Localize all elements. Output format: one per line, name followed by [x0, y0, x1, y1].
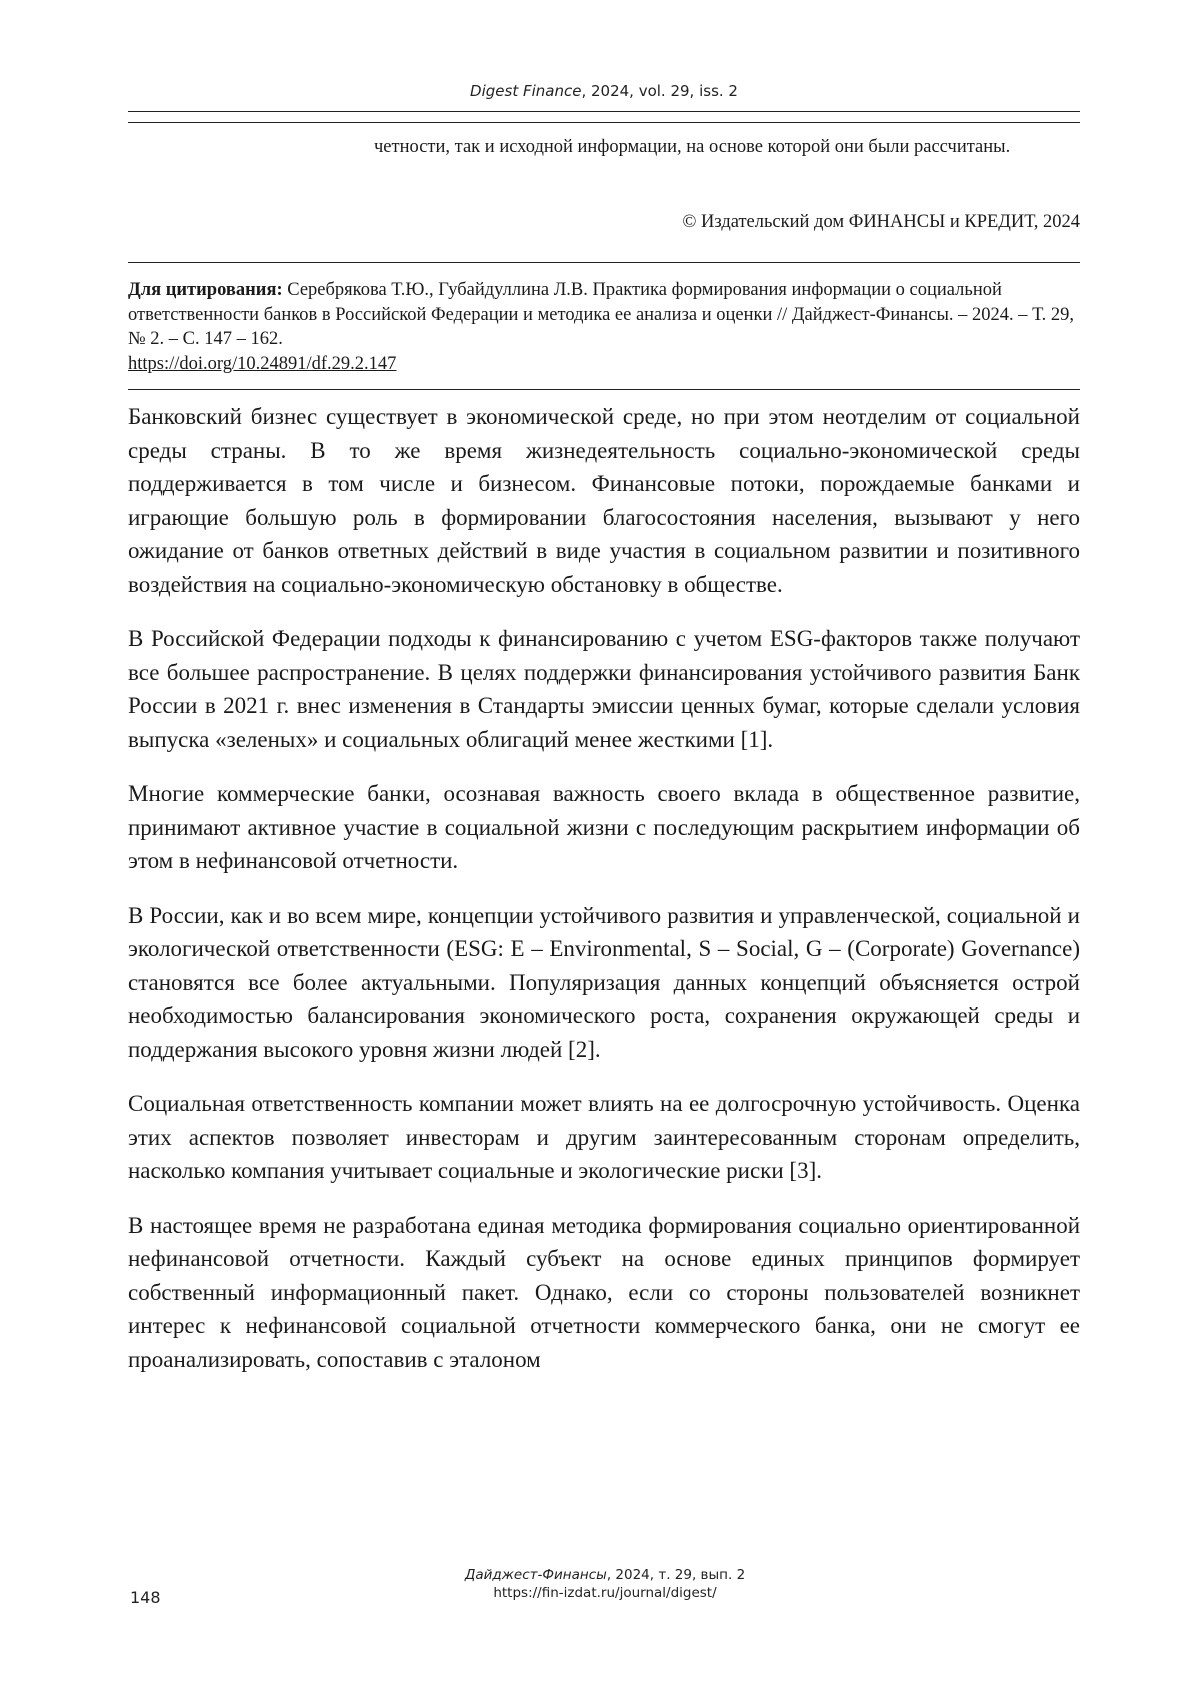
body-paragraph: Социальная ответственность компании может влиять на ее долгосрочную устойчивость. Оценка этих аспектов позволяет инвесторам и другим заинтересованным сторонам определить, насколько компания учитывает социальные и экологические риски [3].: [128, 1091, 1080, 1183]
citation-rule-top: [128, 262, 1080, 263]
abstract-continuation: четности, так и исходной информации, на основе которой они были рассчитаны.: [374, 137, 1011, 157]
copyright-line: © Издательский дом ФИНАНСЫ и КРЕДИТ, 2024: [682, 212, 1080, 232]
header-journal-title: Digest Finance: [470, 82, 582, 100]
running-header: [128, 82, 1080, 100]
page-number: 148: [130, 1588, 161, 1607]
footer-url[interactable]: https://fin-izdat.ru/journal/digest/: [493, 1585, 717, 1601]
doi-link[interactable]: https://doi.org/10.24891/df.29.2.147: [128, 353, 397, 374]
citation-rule-bottom: [128, 389, 1080, 390]
citation-text: Серебрякова Т.Ю., Губайдуллина Л.В. Практика формирования информации о социальной ответственности банков в Российской Федерации и методика ее анализа и оценки // Дайджест-Финансы. – 2024. – Т. 29, № 2. – С. 147 – 162.: [128, 280, 1074, 349]
body-paragraph: Банковский бизнес существует в экономической среде, но при этом неотделим от социальной среды страны. В то же время жизнедеятельность социально-экономической среды поддерживается в том числе и бизнесом. Финансовые потоки, порождаемые банками и играющие большую роль в формировании благосостояния населения, вызывают у него ожидание от банков ответных действий в виде участия в социальном развитии и позитивного воздействия на социально-экономическую обстановку в обществе.: [128, 404, 1080, 597]
footer-journal-details: , 2024, т. 29, вып. 2: [606, 1567, 746, 1583]
header-rule-bottom: [128, 122, 1080, 123]
footer-journal-title: Дайджест-Финансы: [464, 1567, 607, 1583]
body-paragraph: В Российской Федерации подходы к финансированию с учетом ESG-факторов также получают все большее распространение. В целях поддержки финансирования устойчивого развития Банк России в 2021 г. внес изменения в Стандарты эмиссии ценных бумаг, которые сделали условия выпуска «зеленых» и социальных облигаций менее жесткими [1].: [128, 626, 1080, 752]
body-paragraph: В России, как и во всем мире, концепции устойчивого развития и управленческой, социальной и экологической ответственности (ESG: E – Environmental, S – Social, G – (Corporate) Governance) становятся все более актуальными. Популяризация данных концепций объясняется острой необходимостью балансирования экономического роста, сохранения окружающей среды и поддержания высокого уровня жизни людей [2].: [128, 902, 1080, 1062]
body-paragraph: В настоящее время не разработана единая методика формирования социально ориентированной нефинансовой отчетности. Каждый субъект на основе единых принципов формирует собственный информационный пакет. Однако, если со стороны пользователей возникнет интерес к нефинансовой социальной отчетности коммерческого банка, они не смогут ее проанализировать, сопоставив с эталоном: [128, 1212, 1080, 1372]
running-footer: [420, 1566, 790, 1602]
article-body: [128, 400, 1080, 1397]
header-journal-details: , 2024, vol. 29, iss. 2: [581, 82, 738, 100]
citation-block: [128, 278, 1080, 376]
body-paragraph: Многие коммерческие банки, осознавая важность своего вклада в общественное развитие, принимают активное участие в социальной жизни с последующим раскрытием информации об этом в нефинансовой отчетности.: [128, 781, 1080, 873]
citation-label: Для цитирования:: [128, 280, 283, 300]
header-rule-top: [128, 111, 1080, 112]
